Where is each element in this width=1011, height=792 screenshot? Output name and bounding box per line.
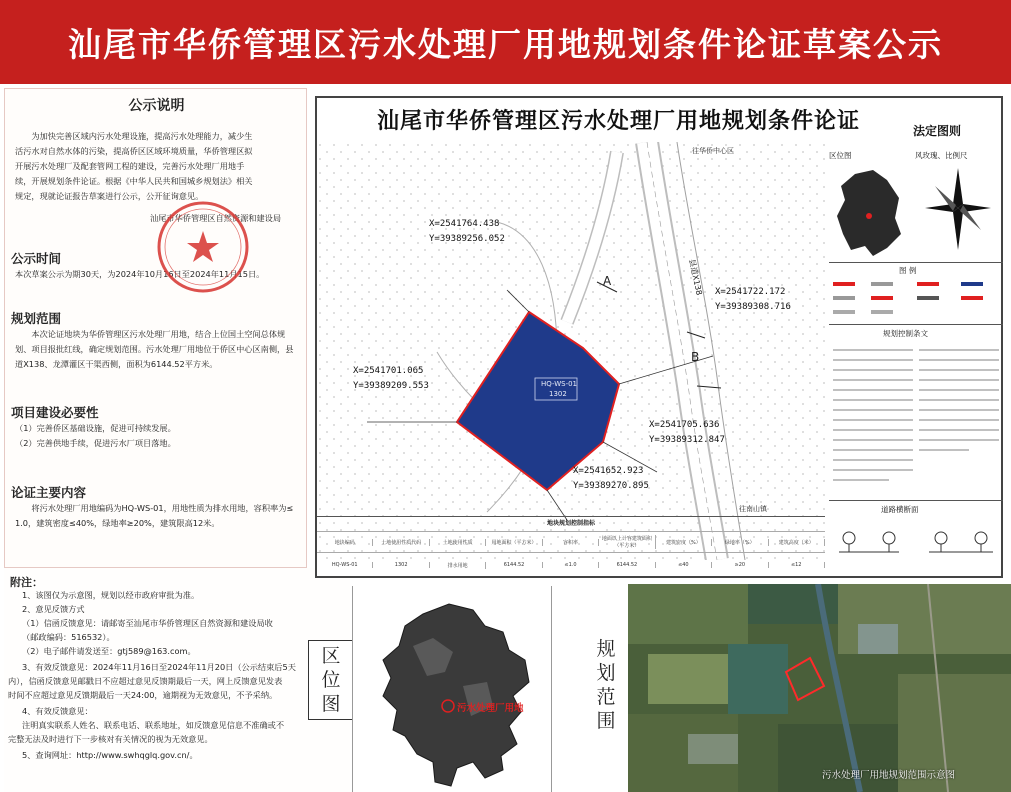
label-char: 围	[596, 710, 616, 732]
control-table	[317, 516, 825, 578]
table-header-cell: 用地面积（平方米）	[486, 539, 542, 546]
conclusion-heading: 论证主要内容	[11, 485, 87, 500]
note-line: （2）电子邮件请发送至：gtj589@163.com。	[22, 646, 196, 656]
period-heading: 公示时间	[11, 251, 62, 266]
legal-plan-title: 法定图则	[913, 124, 962, 138]
section-label-a: A	[603, 274, 612, 288]
coord-x: X=2541652.923	[573, 466, 644, 476]
planning-map	[315, 96, 1003, 578]
compass-icon	[923, 164, 993, 254]
coord-y: Y=39389256.052	[429, 234, 505, 244]
mini-district-map	[829, 164, 909, 264]
conclusion-line: 1.0，建筑密度≤40%，绿地率≥20%，建筑限高12米。	[15, 518, 220, 528]
road-section-drawing	[829, 518, 1003, 568]
notes-panel	[4, 568, 350, 792]
note-line: 3、有效反馈意见：2024年11月16日至2024年11月20日（公示结束后5天	[22, 662, 296, 672]
location-map-heading: 区位图	[829, 151, 852, 160]
table-cell: ≥20	[712, 562, 768, 568]
table-cell: ≤1.0	[543, 562, 599, 568]
table-cell: 6144.52	[486, 562, 542, 568]
note-line: 注明真实联系人姓名、联系电话、联系地址，如反馈意见信息不准确或不	[22, 720, 285, 730]
table-header-cell: 容积率	[543, 539, 599, 546]
table-cell: 1302	[373, 562, 429, 568]
necessity-item: （1）完善侨区基础设施，促进可持续发展。	[15, 423, 176, 433]
official-seal	[155, 197, 285, 297]
wind-rose-heading: 风玫瑰、比例尺	[915, 151, 968, 160]
coord-y: Y=39389308.716	[715, 302, 791, 312]
scope-line: 本次论证地块为华侨管理区污水处理厂用地，结合上位国土空间总体规	[31, 329, 286, 339]
note-line: 2、意见反馈方式	[22, 604, 85, 614]
notes-heading: 附注：	[10, 576, 43, 589]
table-header-cell: 土地使用性质	[430, 539, 486, 546]
district-shape	[353, 586, 553, 792]
necessity-item: （2）完善供地手续，促进污水厂项目落地。	[15, 438, 176, 448]
note-line: 4、有效反馈意见：	[22, 706, 93, 716]
divider	[829, 500, 1003, 501]
divider	[829, 262, 1003, 263]
label-char: 图	[321, 693, 341, 715]
table-header-cell: 绿地率（%）	[712, 539, 768, 546]
table-header-cell: 地面以上计容建筑面积（平方米）	[599, 535, 655, 549]
note-line: （1）信函反馈意见：请邮寄至汕尾市华侨管理区自然资源和建设局收	[22, 618, 273, 628]
table-cell: ≤40	[656, 562, 712, 568]
table-cell: 排水用地	[430, 562, 486, 569]
label-char: 位	[321, 669, 341, 691]
control-text-heading: 规划控制条文	[883, 329, 928, 338]
location-map-label	[308, 640, 354, 720]
table-header-cell: 土地使用性质代码	[373, 539, 429, 546]
scope-heading: 规划范围	[11, 311, 62, 326]
notice-line: 活污水对自然水体的污染，提高侨区区域环境质量，华侨管理区拟	[15, 146, 253, 156]
road-label: 县道X138	[687, 258, 704, 297]
table-row	[317, 557, 825, 573]
label-char: 划	[596, 662, 616, 684]
table-header-cell: 建筑密度（%）	[656, 539, 712, 546]
label-char: 规	[596, 638, 616, 660]
legend-panel	[827, 144, 1003, 574]
table-header-row	[317, 531, 825, 553]
control-table-title: 地块规划控制指标	[546, 520, 595, 527]
notice-line: 开展污水处理厂及配套管网工程的建设，完善污水处理厂用地手	[15, 161, 245, 171]
table-header-cell: 建筑高度（米）	[769, 539, 825, 546]
parcel-area-label: 1302	[549, 390, 567, 398]
coord-y: Y=39389209.553	[353, 381, 429, 391]
site-label: 污水处理厂用地	[457, 703, 524, 714]
note-line: （邮政编码：516532）。	[22, 632, 115, 642]
coord-y: Y=39389270.895	[573, 481, 649, 491]
notice-line: 为加快完善区域内污水处理设施，提高污水处理能力，减少生	[31, 131, 253, 141]
notice-line: 续，开展规划条件论证。根据《中华人民共和国城乡规划法》相关	[15, 176, 253, 186]
location-map	[352, 586, 552, 792]
road-section-heading: 道路横断面	[881, 505, 919, 514]
notice-line: 规定，现就论证报告草案进行公示，公开征询意见。	[15, 191, 204, 201]
scope-line: 划、项目报批红线，确定规划范围。污水处理厂用地位于侨区中心区南侧，县	[15, 344, 294, 354]
parcel-code: HQ-WS-01	[541, 380, 578, 388]
table-header-cell: 地块编码	[317, 539, 373, 546]
north-label: 往华侨中心区	[692, 147, 734, 155]
table-cell: 6144.52	[599, 562, 655, 568]
note-line: 完整无法及时进行下一步核对有关情况的视为无效意见。	[8, 734, 213, 744]
coord-x: X=2541764.438	[429, 219, 500, 229]
legend-symbols	[829, 278, 1003, 320]
label-char: 区	[321, 645, 341, 667]
coord-x: X=2541701.065	[353, 366, 424, 376]
legend-heading: 图 例	[899, 266, 917, 275]
note-line: 1、该图仅为示意图，规划以经市政府审批为准。	[22, 590, 200, 600]
south-label: 往南山镇	[739, 505, 767, 513]
notice-signature: 汕尾市华侨管理区自然资源和建设局	[150, 213, 282, 223]
label-char: 范	[596, 686, 616, 708]
necessity-heading: 项目建设必要性	[11, 405, 99, 420]
divider	[829, 324, 1003, 325]
conclusion-line: 将污水处理厂用地编码为HQ-WS-01，用地性质为排水用地，容积率为≤	[31, 503, 294, 513]
planning-map-title: 汕尾市华侨管理区污水处理厂用地规划条件论证	[377, 109, 861, 134]
control-text-block	[829, 342, 1003, 494]
coord-x: X=2541705.636	[649, 420, 720, 430]
page-title: 汕尾市华侨管理区污水处理厂用地规划条件论证草案公示	[68, 24, 943, 64]
satellite-caption: 污水处理厂用地规划范围示意图	[822, 770, 956, 781]
scope-map-label	[586, 640, 626, 730]
notice-title: 公示说明	[128, 98, 185, 114]
site-plan-drawing	[317, 142, 827, 560]
table-cell: HQ-WS-01	[317, 562, 373, 568]
scope-line: 道X138、龙潭灌区干渠西侧，面积为6144.52平方米。	[15, 359, 218, 369]
note-line: 时间不应超过意见反馈期最后一天24:00，逾期视为无效意见，不予采纳。	[8, 690, 278, 700]
note-line: 内），信函反馈意见邮戳日不应超过意见反馈期最后一天，网上反馈意见发表	[8, 676, 283, 686]
section-label-b: B	[691, 350, 700, 364]
coord-y: Y=39389312.847	[649, 435, 725, 445]
table-cell: ≤12	[769, 562, 825, 568]
coord-x: X=2541722.172	[715, 287, 786, 297]
period-text: 本次草案公示为期30天，为2024年10月16日至2024年11月15日。	[15, 269, 265, 279]
notice-panel	[4, 88, 307, 568]
title-banner	[0, 0, 1011, 84]
note-line: 5、查询网址：http://www.swhqglq.gov.cn/。	[22, 750, 198, 760]
satellite-image	[628, 584, 1011, 792]
